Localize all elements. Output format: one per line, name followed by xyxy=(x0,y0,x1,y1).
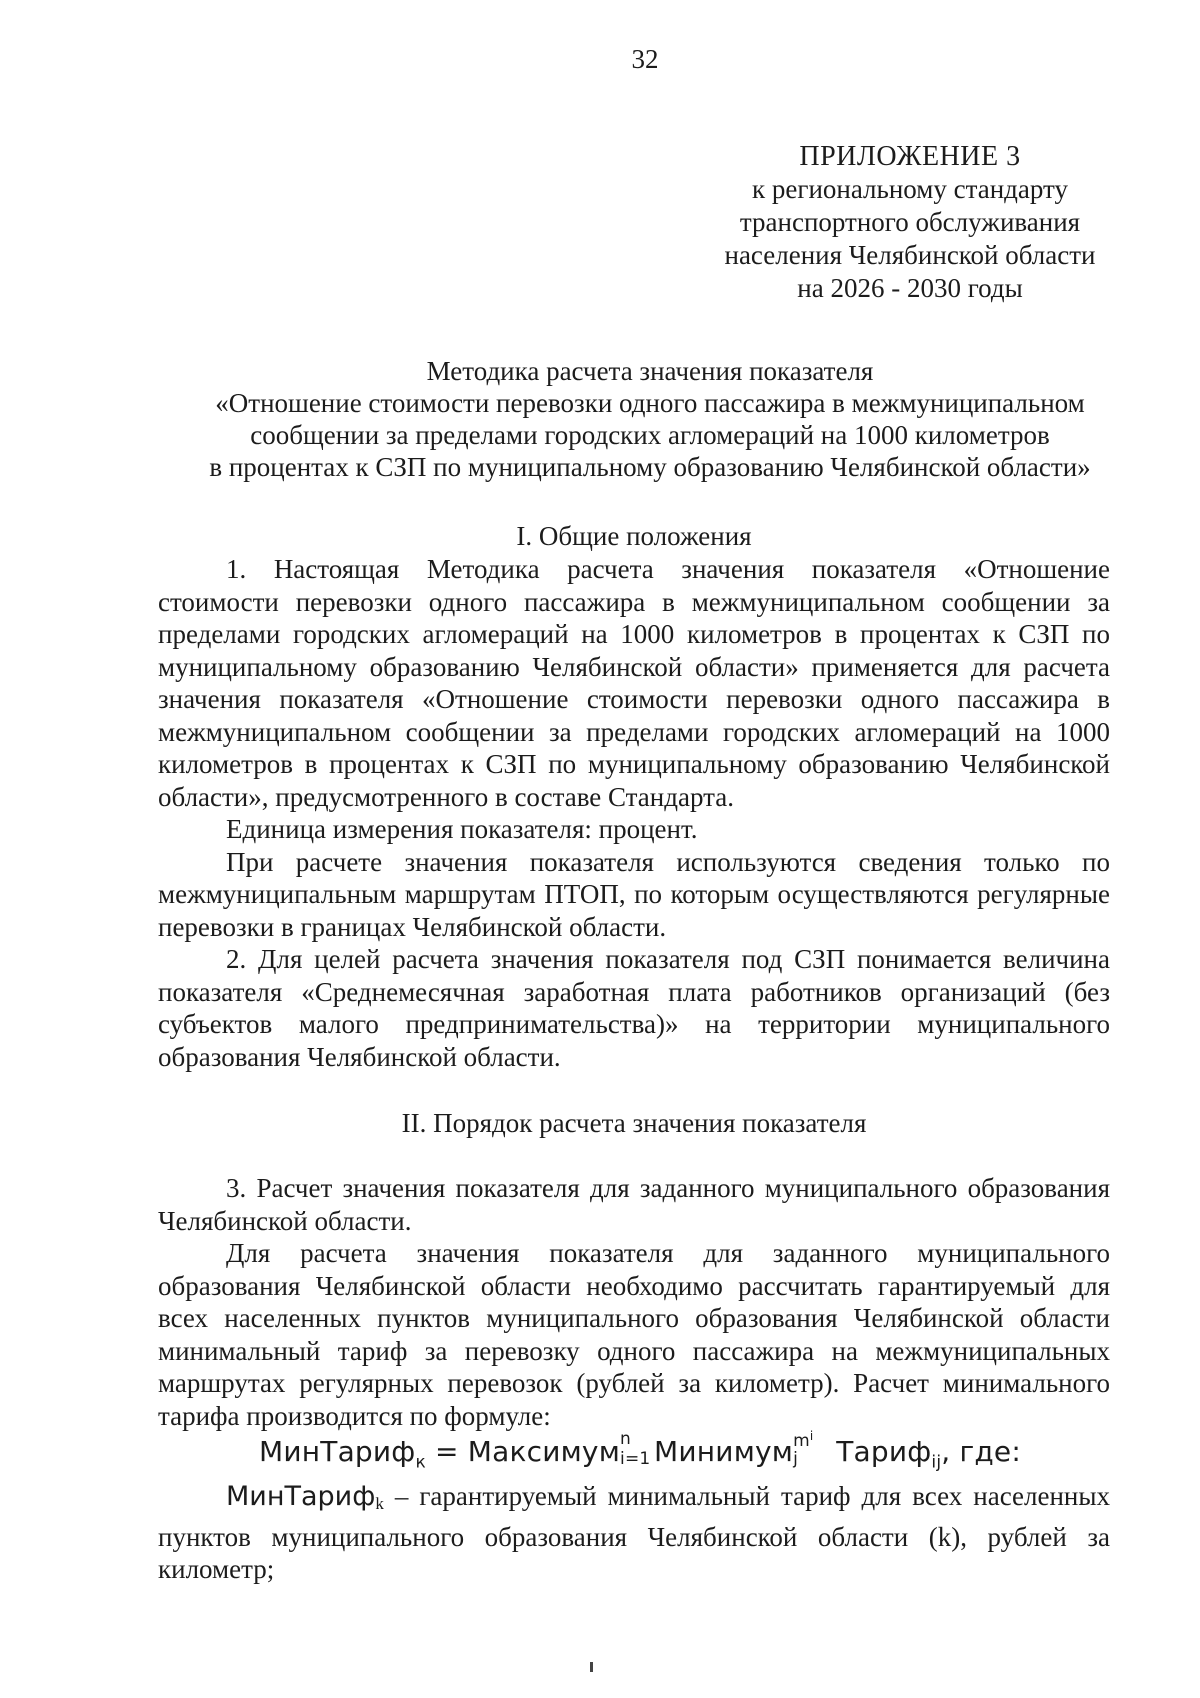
formula-tariff: Тариф xyxy=(827,1435,932,1468)
appendix-header xyxy=(700,140,1120,305)
appendix-title: ПРИЛОЖЕНИЕ 3 xyxy=(799,141,1021,172)
title-line: «Отношение стоимости перевозки одного пассажира в межмуниципальном xyxy=(215,388,1085,418)
formula-max-sup: n xyxy=(620,1429,632,1449)
formula-max-sub: i=1 xyxy=(620,1449,651,1469)
appendix-line: транспортного обслуживания xyxy=(739,207,1081,237)
paragraph: 3. Расчет значения показателя для заданного муниципального образования Челябинской области. xyxy=(158,1173,1110,1236)
formula-max-limits xyxy=(620,1429,654,1469)
formula-tariff-sub: ij xyxy=(931,1452,942,1473)
paragraph: 2. Для целей расчета значения показателя под СЗП понимается величина показателя «Среднемесячная заработная плата работников организаций (без субъектов малого предпринимательства)» на территории муниципального образования Челябинской области. xyxy=(158,944,1110,1072)
paragraph: Единица измерения показателя: процент. xyxy=(226,814,698,844)
title-line: сообщении за пределами городских агломераций на 1000 километров xyxy=(250,420,1050,450)
section-heading: II. Порядок расчета значения показателя xyxy=(401,1108,867,1138)
formula-max: Максимум xyxy=(467,1435,621,1468)
definition-symbol-sub: k xyxy=(375,1494,384,1513)
scan-artifact xyxy=(590,1662,593,1672)
formula-min: Минимум xyxy=(654,1435,794,1468)
page-number: 32 xyxy=(631,44,659,74)
section-2-body xyxy=(158,1172,1110,1432)
appendix-line: населения Челябинской области xyxy=(724,240,1096,270)
definition-symbol: МинТариф xyxy=(226,1481,376,1512)
definition-block xyxy=(158,1480,1110,1586)
document-title xyxy=(150,355,1150,483)
section-1-body xyxy=(158,553,1110,1073)
formula-min-sup-m: m xyxy=(793,1431,810,1451)
formula-min-sup-i: i xyxy=(809,1429,814,1443)
paragraph: 1. Настоящая Методика расчета значения показателя «Отношение стоимости перевозки одного пассажира в межмуниципальном сообщении за пределами городских агломераций на 1000 километров в процентах к СЗП по муниципальному образованию Челябинской области» применяется для расчета значения показателя «Отношение стоимости перевозки одного пассажира в межмуниципальном сообщении за пределами городских агломераций на 1000 километров в процентах к СЗП по муниципальному образованию Челябинской области», предусмотренного в составе Стандарта. xyxy=(158,554,1110,812)
title-line: в процентах к СЗП по муниципальному образованию Челябинской области» xyxy=(209,452,1091,482)
section-heading: I. Общие положения xyxy=(516,521,752,551)
formula xyxy=(0,1429,1200,1473)
formula-lhs: МинТариф xyxy=(259,1435,416,1468)
appendix-line: на 2026 - 2030 годы xyxy=(797,273,1023,303)
title-line: Методика расчета значения показателя xyxy=(426,356,874,386)
paragraph: При расчете значения показателя используются сведения только по межмуниципальным маршрутам ПТОП, по которым осуществляются регулярные перевозки в границах Челябинской области. xyxy=(158,846,1110,942)
formula-min-sub: j xyxy=(793,1449,799,1469)
formula-min-sup xyxy=(793,1429,813,1451)
paragraph: Для расчета значения показателя для заданного муниципального образования Челябинской области необходимо рассчитать гарантируемый для всех населенных пунктов муниципального образования Челябинской области минимальный тариф за перевозку одного пассажира на межмуниципальных маршрутах регулярных перевозок (рублей за километр). Расчет минимального тарифа производится по формуле: xyxy=(158,1238,1110,1431)
formula-eq: = xyxy=(425,1435,468,1468)
definition-text: – гарантируемый минимальный тариф для всех населенных пунктов муниципального образования Челябинской области (k), рублей за километр; xyxy=(158,1481,1110,1584)
formula-lhs-sub: к xyxy=(415,1452,426,1473)
definition-paragraph xyxy=(158,1480,1110,1586)
formula-tail: , где: xyxy=(941,1435,1021,1468)
formula-min-limits xyxy=(793,1429,827,1469)
appendix-line: к региональному стандарту xyxy=(752,174,1068,204)
